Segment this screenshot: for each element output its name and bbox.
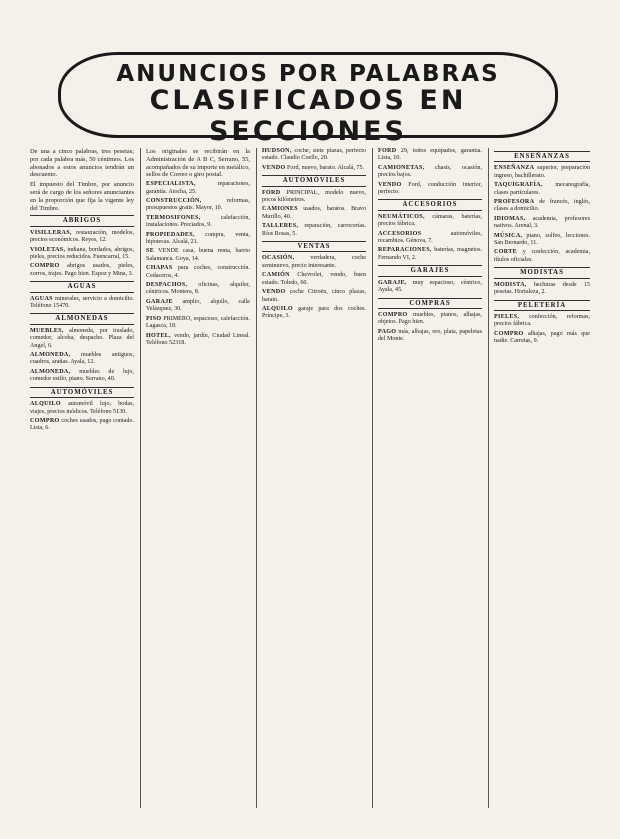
classified-ad: ACCESORIOS automóviles, recambios. Génova, 7.	[378, 230, 482, 245]
classified-ad: MODISTA, hechuras desde 15 pesetas. Hortaleza, 2.	[494, 281, 590, 296]
banner-title-line1: ANUNCIOS POR PALABRAS	[116, 61, 500, 87]
section-heading: ABRIGOS	[30, 215, 134, 226]
section-heading: GARAJES	[378, 265, 482, 276]
section-heading: VENTAS	[262, 241, 366, 252]
classified-ad: REPARACIONES, baterías, magnetos. Fernando VI, 2.	[378, 247, 482, 261]
classified-ad: PAGO más, alhajas, oro, plata, papeletas del Monte.	[378, 328, 482, 343]
section-heading: ACCESORIOS	[378, 199, 482, 210]
column-divider	[488, 148, 489, 808]
column-5	[494, 148, 590, 808]
classified-ad: PROPIEDADES, compra, venta, hipotecas. Alcalá, 21.	[146, 231, 250, 246]
classified-ad: ALMONEDA, muebles de lujo, comedor estilo, piano. Serrano, 40.	[30, 368, 134, 383]
section-heading: COMPRAS	[378, 298, 482, 309]
classified-banner	[58, 52, 558, 147]
classified-ad: PISO PRIMERO, espacioso, calefacción. Lagasca, 18.	[146, 315, 250, 330]
section-heading: MODISTAS	[494, 267, 590, 278]
classified-ad: CONSTRUCCIÓN, reformas, presupuestos gratis. Mayor, 10.	[146, 198, 250, 212]
column-divider	[256, 148, 257, 808]
intro-text: Los originales se recibirán en la Administración de A B C, Serrano, 55, acompañados de su importe en metálico, sellos de Correo o giro postal.	[146, 148, 250, 179]
section-heading: ALMONEDAS	[30, 313, 134, 324]
classified-ad: GARAJE, muy espacioso, céntrico, Ayala, 45.	[378, 279, 482, 294]
section-heading: AGUAS	[30, 281, 134, 292]
newspaper-page	[30, 40, 590, 810]
classified-ad: TERMOSIFONES, calefacción, instalaciones. Preciados, 9.	[146, 214, 250, 229]
classified-ad: ALMONEDA, muebles antiguos, cuadros, arañas. Ayala, 12.	[30, 352, 134, 366]
classified-ad: COMPRO abrigos usados, pieles, zorros, trajes. Pago bien. Espoz y Mina, 3.	[30, 263, 134, 277]
classified-ad: GARAJE amplio, alquilo, calle Velázquez, 30.	[146, 298, 250, 313]
classified-ad: MÚSICA, piano, solfeo, lecciones. San Bernardo, 11.	[494, 232, 590, 247]
classified-ad: FORD 29, todos equipados, garantía. Lista, 10.	[378, 148, 482, 162]
banner-title-line2: CLASIFICADOS EN SECCIONES	[149, 85, 467, 147]
classified-ad: COMPRO muebles, pianos, alhajas, objetos. Pago bien.	[378, 311, 482, 326]
classified-ad: COMPRO coches usados, pago contado. Lista, 6.	[30, 417, 134, 432]
column-divider	[372, 148, 373, 808]
classified-ad: DESPACHOS, oficinas, alquiler, céntricos. Montera, 8.	[146, 282, 250, 296]
column-4	[378, 148, 482, 808]
classified-ad: NEUMÁTICOS, cámaras, baterías, precios fábrica.	[378, 213, 482, 228]
intro-text: De una a cinco palabras, tres pesetas; por cada palabra más, 50 céntimos. Los abonados a estos anuncios tendrán un descuento.	[30, 148, 134, 179]
classified-ad: VENDO coche Citroën, cinco plazas, barato.	[262, 289, 366, 303]
classified-ad: FORD PRINCIPAL, modelo nuevo, pocos kilómetros.	[262, 189, 366, 204]
classified-columns	[30, 148, 590, 808]
classified-ad: SE VENDE casa, buena renta, barrio Salamanca. Goya, 14.	[146, 248, 250, 262]
column-1	[30, 148, 134, 808]
classified-ad: ALQUILO garaje para dos coches. Príncipe, 3.	[262, 305, 366, 320]
classified-ad: CAMIÓN Chevrolet, vendo, buen estado. Toledo, 60.	[262, 272, 366, 286]
classified-ad: CAMIONETAS, chasis, ocasión, precios bajos.	[378, 164, 482, 179]
classified-ad: TALLERES, reparación, carrocerías. Ríos Rosas, 5.	[262, 223, 366, 237]
classified-ad: HOTEL, vendo, jardín, Ciudad Lineal. Teléfono 52318.	[146, 332, 250, 346]
classified-ad: AGUAS minerales, servicio a domicilio. Teléfono 15470.	[30, 295, 134, 310]
classified-ad: HUDSON, coche, siete plazas, perfecto estado. Claudio Coello, 20.	[262, 148, 366, 162]
classified-ad: COMPRO alhajas, pago más que nadie. Carretas, 9.	[494, 330, 590, 345]
section-heading: AUTOMÓVILES	[262, 175, 366, 186]
classified-ad: ALQUILO automóvil lujo, bodas, viajes, precios módicos. Teléfono 5130.	[30, 401, 134, 415]
classified-ad: VIOLETAS, indiana, bordados, abrigos, pieles, precios reducidos. Fuencarral, 15.	[30, 246, 134, 260]
classified-ad: CORTE y confección, academia, títulos oficiales.	[494, 249, 590, 263]
classified-ad: PROFESORA de francés, inglés, clases a domicilio.	[494, 199, 590, 213]
classified-ad: IDIOMAS, academia, profesores nativos. Arenal, 3.	[494, 215, 590, 230]
classified-ad: MUEBLES, almoneda, por traslado, comedor, alcoba, despacho. Plaza del Angel, 6.	[30, 327, 134, 349]
classified-ad: VENDO Ford, conducción interior, perfecto.	[378, 181, 482, 196]
classified-ad: CHAPAS para coches, construcción. Cedaceros, 4.	[146, 265, 250, 279]
classified-ad: ENSEÑANZA superior, preparación ingreso, bachillerato.	[494, 165, 590, 179]
section-heading: ENSEÑANZAS	[494, 151, 590, 162]
classified-ad: OCASIÓN, verdadera, coche seminuevo, precio interesante.	[262, 255, 366, 269]
classified-ad: ESPECIALISTA, reparaciones, garantía. Atocha, 25.	[146, 181, 250, 195]
classified-ad: CAMIONES usados, baratos. Bravo Murillo, 40.	[262, 206, 366, 220]
section-heading: AUTOMÓVILES	[30, 387, 134, 398]
classified-ad: PIELES, confección, reformas, precios fábrica.	[494, 313, 590, 328]
column-3	[262, 148, 366, 808]
column-divider	[140, 148, 141, 808]
classified-ad: TAQUIGRAFÍA, mecanografía, clases particulares.	[494, 182, 590, 196]
intro-text: El impuesto del Timbre, por anuncio será de cargo de los señores anunciantes en la proporción que fija la vigente ley del Timbre.	[30, 181, 134, 212]
column-2	[146, 148, 250, 808]
section-heading: PELETERÍA	[494, 300, 590, 311]
classified-ad: VENDO Ford, nuevo, barato. Alcalá, 75.	[262, 164, 365, 171]
classified-ad: VISILLERAS, restauración, modelos, precios económicos. Reyes, 12.	[30, 229, 134, 244]
